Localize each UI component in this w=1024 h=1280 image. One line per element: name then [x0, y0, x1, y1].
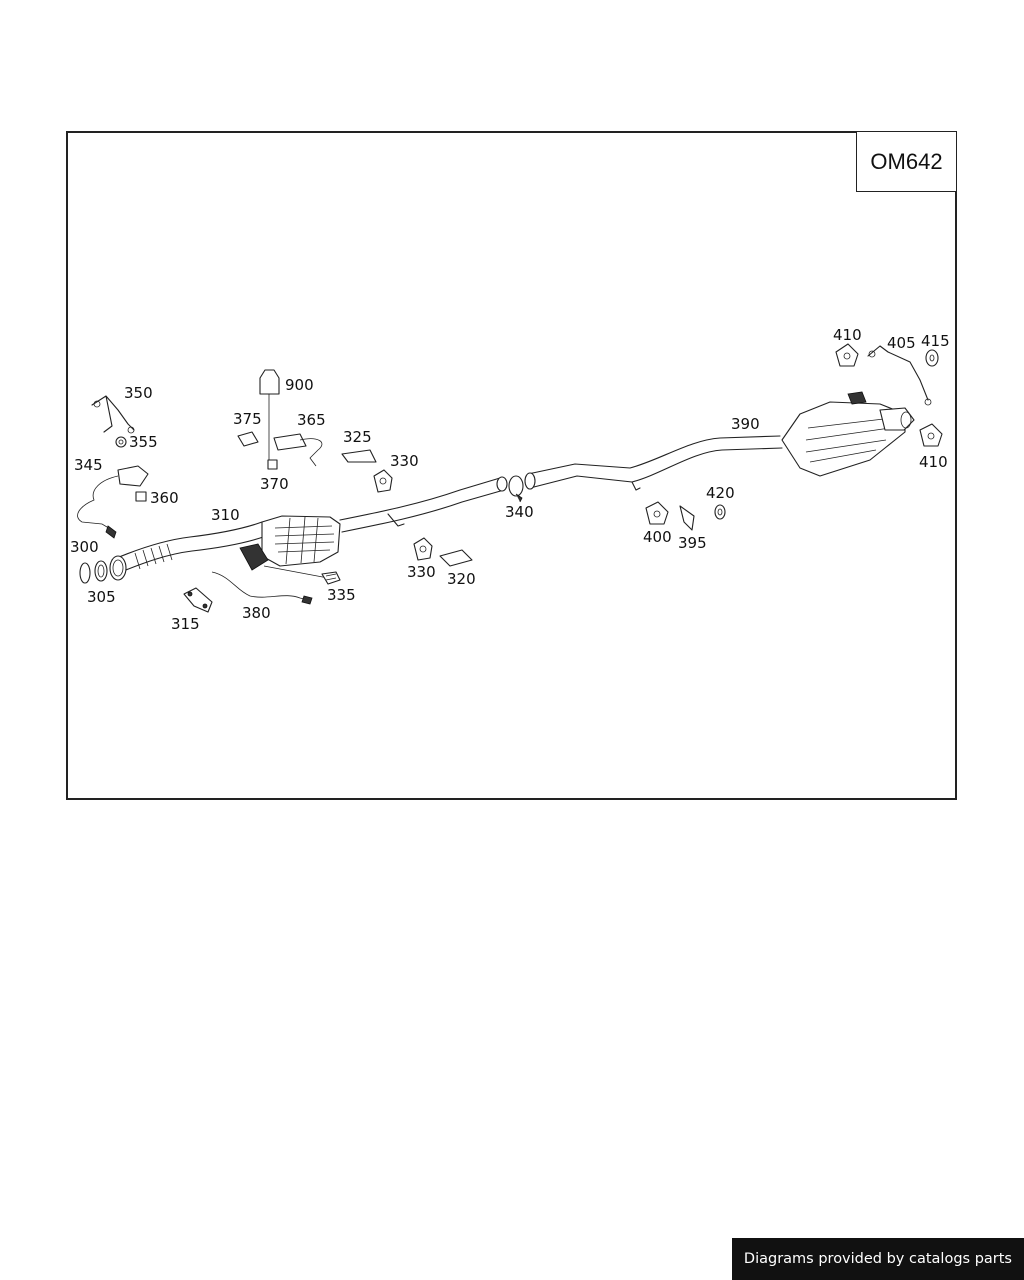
- callout-310: 310: [211, 506, 240, 524]
- callout-390: 390: [731, 415, 760, 433]
- callout-415: 415: [921, 332, 950, 350]
- callout-360: 360: [150, 489, 179, 507]
- callout-355: 355: [129, 433, 158, 451]
- footer-text: Diagrams provided by catalogs parts: [743, 1251, 1012, 1267]
- rubber-mount-330-b: [414, 538, 432, 560]
- sensor-365: [274, 434, 322, 466]
- nut-360: [136, 492, 146, 501]
- callout-370: 370: [260, 475, 289, 493]
- callout-335: 335: [327, 586, 356, 604]
- bracket-395: [680, 506, 694, 530]
- callout-315: 315: [171, 615, 200, 633]
- callout-400: 400: [643, 528, 672, 546]
- callout-320: 320: [447, 570, 476, 588]
- callout-305: 305: [87, 588, 116, 606]
- nut-355: [116, 437, 126, 447]
- callout-345: 345: [74, 456, 103, 474]
- rubber-mount-400: [646, 502, 668, 524]
- callout-300: 300: [70, 538, 99, 556]
- washer-420: [715, 505, 725, 519]
- clip-375: [238, 432, 258, 446]
- callout-395: 395: [678, 534, 707, 552]
- callout-410-b: 410: [919, 453, 948, 471]
- callout-340: 340: [505, 503, 534, 521]
- sensor-345: [78, 466, 148, 538]
- callout-365: 365: [297, 411, 326, 429]
- nut-370: [268, 460, 277, 469]
- callout-420: 420: [706, 484, 735, 502]
- callout-330-b: 330: [407, 563, 436, 581]
- footer-credit: [732, 1238, 1024, 1280]
- callout-380: 380: [242, 604, 271, 622]
- bracket-315: [184, 588, 212, 612]
- callout-900: 900: [285, 376, 314, 394]
- rubber-mount-410-a: [836, 344, 858, 366]
- heat-shield-325: [342, 450, 376, 462]
- bracket-405: [868, 346, 931, 405]
- heat-shield-320: [440, 550, 472, 566]
- bolt-335: [264, 566, 340, 584]
- clamp-340: [509, 476, 523, 502]
- callout-350: 350: [124, 384, 153, 402]
- callout-330-a: 330: [390, 452, 419, 470]
- rubber-mount-410-b: [920, 424, 942, 446]
- gasket-ring-305: [80, 561, 107, 583]
- rear-muffler: [782, 392, 914, 476]
- sensor-380: [212, 572, 312, 604]
- rubber-mount-330-a: [374, 470, 392, 492]
- callout-375: 375: [233, 410, 262, 428]
- callout-labels: [70, 326, 950, 633]
- callout-325: 325: [343, 428, 372, 446]
- connector-900: [260, 370, 279, 462]
- washer-415: [926, 350, 938, 366]
- callout-410-a: 410: [833, 326, 862, 344]
- engine-code-label: OM642: [856, 131, 957, 192]
- callout-405: 405: [887, 334, 916, 352]
